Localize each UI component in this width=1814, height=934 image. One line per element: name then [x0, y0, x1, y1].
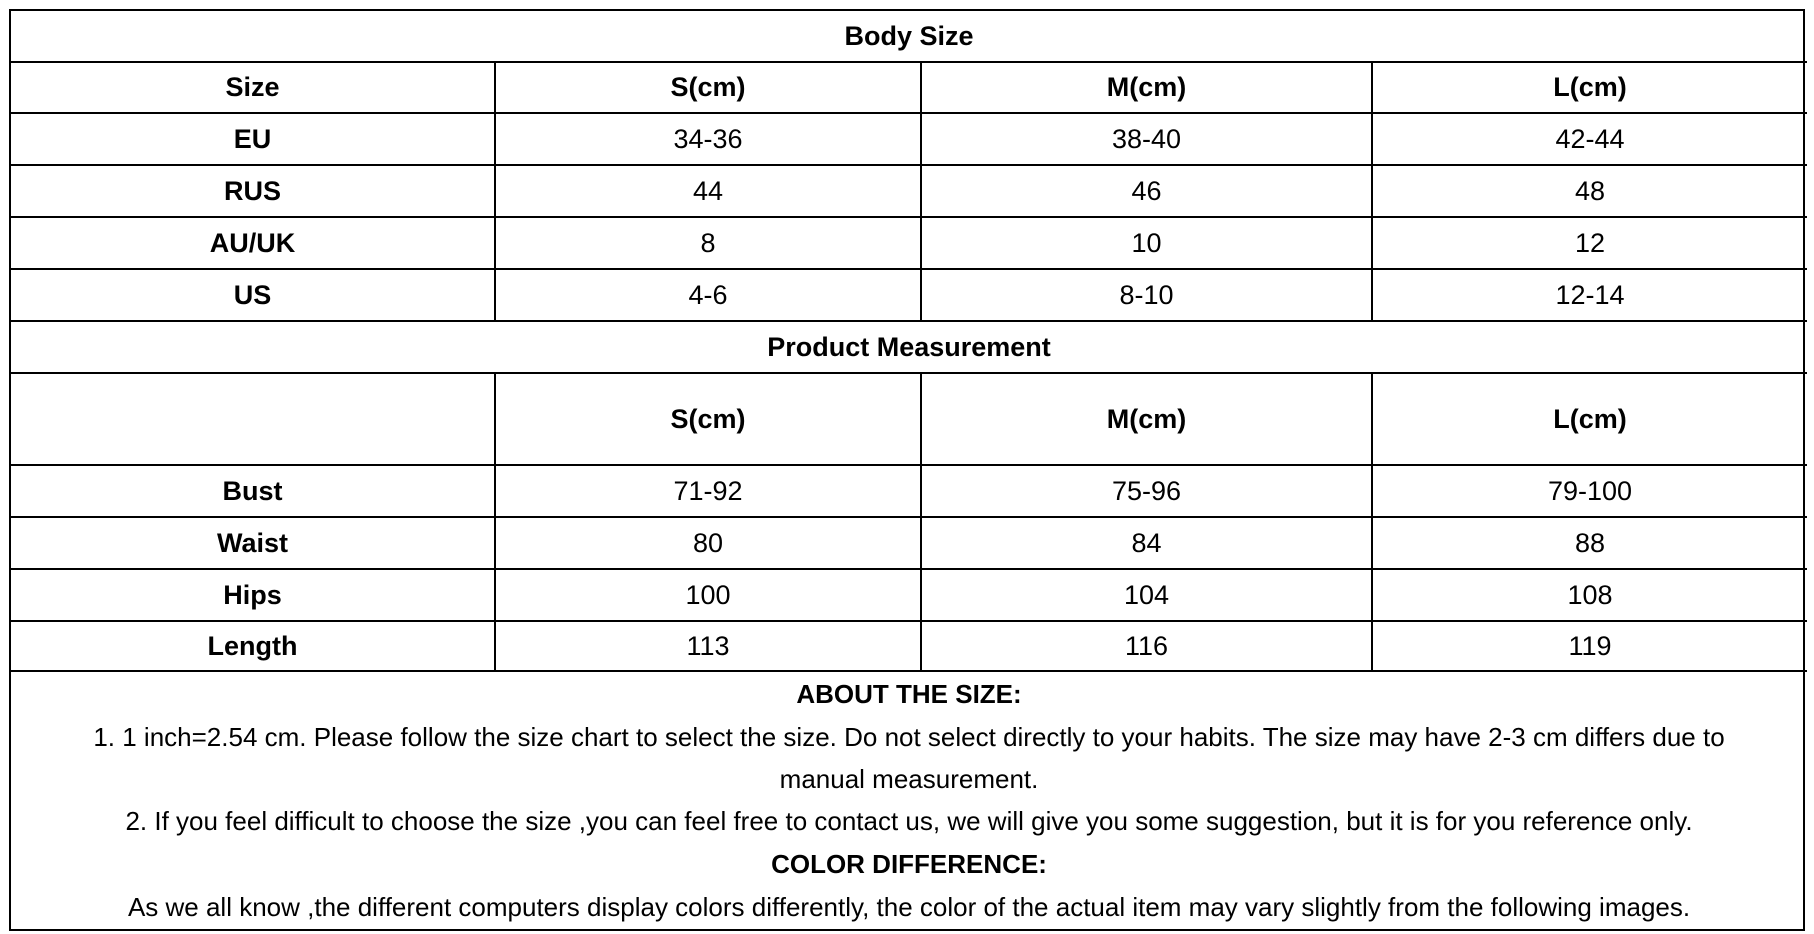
size-table: [11, 11, 1807, 928]
measurement-header-s: S(cm): [495, 373, 921, 465]
measurement-header-row: [11, 373, 1807, 465]
cell-bust-l: 79-100: [1372, 465, 1807, 517]
cell-auuk-s: 8: [495, 217, 921, 269]
body-size-title: Body Size: [11, 11, 1807, 62]
measurement-header-empty: [11, 373, 495, 465]
size-chart: [9, 9, 1805, 931]
cell-us-l: 12-14: [1372, 269, 1807, 321]
cell-waist-m: 84: [921, 517, 1372, 569]
header-size: Size: [11, 62, 495, 113]
color-difference-heading: COLOR DIFFERENCE:: [771, 849, 1047, 879]
about-size-note-1: 1. 1 inch=2.54 cm. Please follow the size chart to select the size. Do not select directly to your habits. The size may have 2-3 cm differs due to: [93, 722, 1725, 752]
table-row: [11, 517, 1807, 569]
table-row: [11, 269, 1807, 321]
cell-waist-l: 88: [1372, 517, 1807, 569]
row-label-us: US: [11, 269, 495, 321]
cell-rus-s: 44: [495, 165, 921, 217]
header-l: L(cm): [1372, 62, 1807, 113]
about-size-note-1-continued: manual measurement.: [779, 764, 1039, 794]
row-label-auuk: AU/UK: [11, 217, 495, 269]
cell-length-l: 119: [1372, 621, 1807, 671]
table-row: [11, 465, 1807, 517]
cell-eu-s: 34-36: [495, 113, 921, 165]
row-label-waist: Waist: [11, 517, 495, 569]
cell-us-m: 8-10: [921, 269, 1372, 321]
row-label-bust: Bust: [11, 465, 495, 517]
row-label-rus: RUS: [11, 165, 495, 217]
cell-auuk-m: 10: [921, 217, 1372, 269]
table-row: [11, 217, 1807, 269]
cell-waist-s: 80: [495, 517, 921, 569]
table-row: [11, 113, 1807, 165]
table-row: [11, 621, 1807, 671]
cell-length-m: 116: [921, 621, 1372, 671]
cell-us-s: 4-6: [495, 269, 921, 321]
cell-hips-l: 108: [1372, 569, 1807, 621]
table-row: [11, 569, 1807, 621]
measurement-header-l: L(cm): [1372, 373, 1807, 465]
row-label-hips: Hips: [11, 569, 495, 621]
about-size-heading: ABOUT THE SIZE:: [796, 679, 1022, 709]
header-s: S(cm): [495, 62, 921, 113]
cell-eu-m: 38-40: [921, 113, 1372, 165]
measurement-header-m: M(cm): [921, 373, 1372, 465]
cell-rus-l: 48: [1372, 165, 1807, 217]
cell-hips-s: 100: [495, 569, 921, 621]
body-size-header-row: [11, 62, 1807, 113]
cell-length-s: 113: [495, 621, 921, 671]
row-label-length: Length: [11, 621, 495, 671]
cell-eu-l: 42-44: [1372, 113, 1807, 165]
cell-auuk-l: 12: [1372, 217, 1807, 269]
cell-bust-m: 75-96: [921, 465, 1372, 517]
table-row: [11, 165, 1807, 217]
product-measurement-title: Product Measurement: [11, 321, 1807, 373]
size-notes: [11, 671, 1807, 928]
cell-rus-m: 46: [921, 165, 1372, 217]
header-m: M(cm): [921, 62, 1372, 113]
about-size-note-2: 2. If you feel difficult to choose the size ,you can feel free to contact us, we will give you some suggestion, but it is for you reference only.: [125, 806, 1693, 836]
cell-hips-m: 104: [921, 569, 1372, 621]
row-label-eu: EU: [11, 113, 495, 165]
color-difference-text: As we all know ,the different computers display colors differently, the color of the actual item may vary slightly from the following images.: [127, 892, 1691, 922]
cell-bust-s: 71-92: [495, 465, 921, 517]
